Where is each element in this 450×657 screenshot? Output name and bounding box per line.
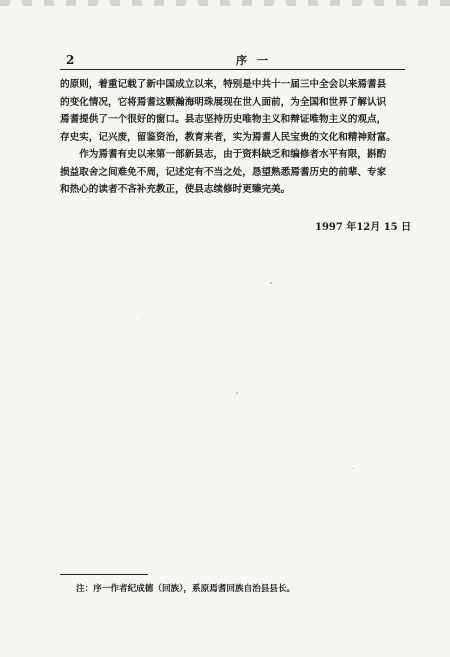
scan-speck xyxy=(142,318,143,319)
text-line: 损益取舍之间难免不周，记述定有不当之处，恳望熟悉焉耆历史的前辈、专家 xyxy=(60,166,387,178)
page-header xyxy=(60,52,400,68)
scan-speck xyxy=(236,392,238,394)
footnote-divider xyxy=(60,574,148,575)
paragraph-2 xyxy=(60,146,408,199)
text-line: 焉耆提供了一个很好的窗口。县志坚持历史唯物主义和辩证唯物主义的观点， xyxy=(60,114,387,125)
footnote: 注：序一作者纪成德（回族），系原焉耆回族自治县县长。 xyxy=(76,584,296,594)
paragraph-1 xyxy=(60,76,408,146)
date-signature: 1997 年12月 15 日 xyxy=(315,222,412,233)
text-line: 和热心的读者不吝补充教正，使县志续修时更臻完美。 xyxy=(60,184,291,195)
scan-top-edge xyxy=(0,0,450,6)
text-line: 作为焉耆有史以来第一部新县志，由于资料缺乏和编修者水平有限，斟酌 xyxy=(79,149,387,160)
text-line: 的原则，着重记载了新中国成立以来，特别是中共十一届三中全会以来焉耆县 xyxy=(60,79,387,90)
text-line: 的变化情况，它将焉耆这颗瀚海明珠展现在世人面前，为全国和世界了解认识 xyxy=(60,96,387,108)
scan-speck xyxy=(352,468,354,469)
running-title: 序一 xyxy=(236,54,278,67)
header-divider xyxy=(60,69,405,70)
page-number: 2 xyxy=(66,53,75,67)
scan-speck xyxy=(270,282,272,284)
text-line: 存史实，记兴废，留鉴资治，教育来者，实为焉耆人民宝贵的文化和精神财富。 xyxy=(60,131,396,143)
body-text xyxy=(60,76,408,199)
